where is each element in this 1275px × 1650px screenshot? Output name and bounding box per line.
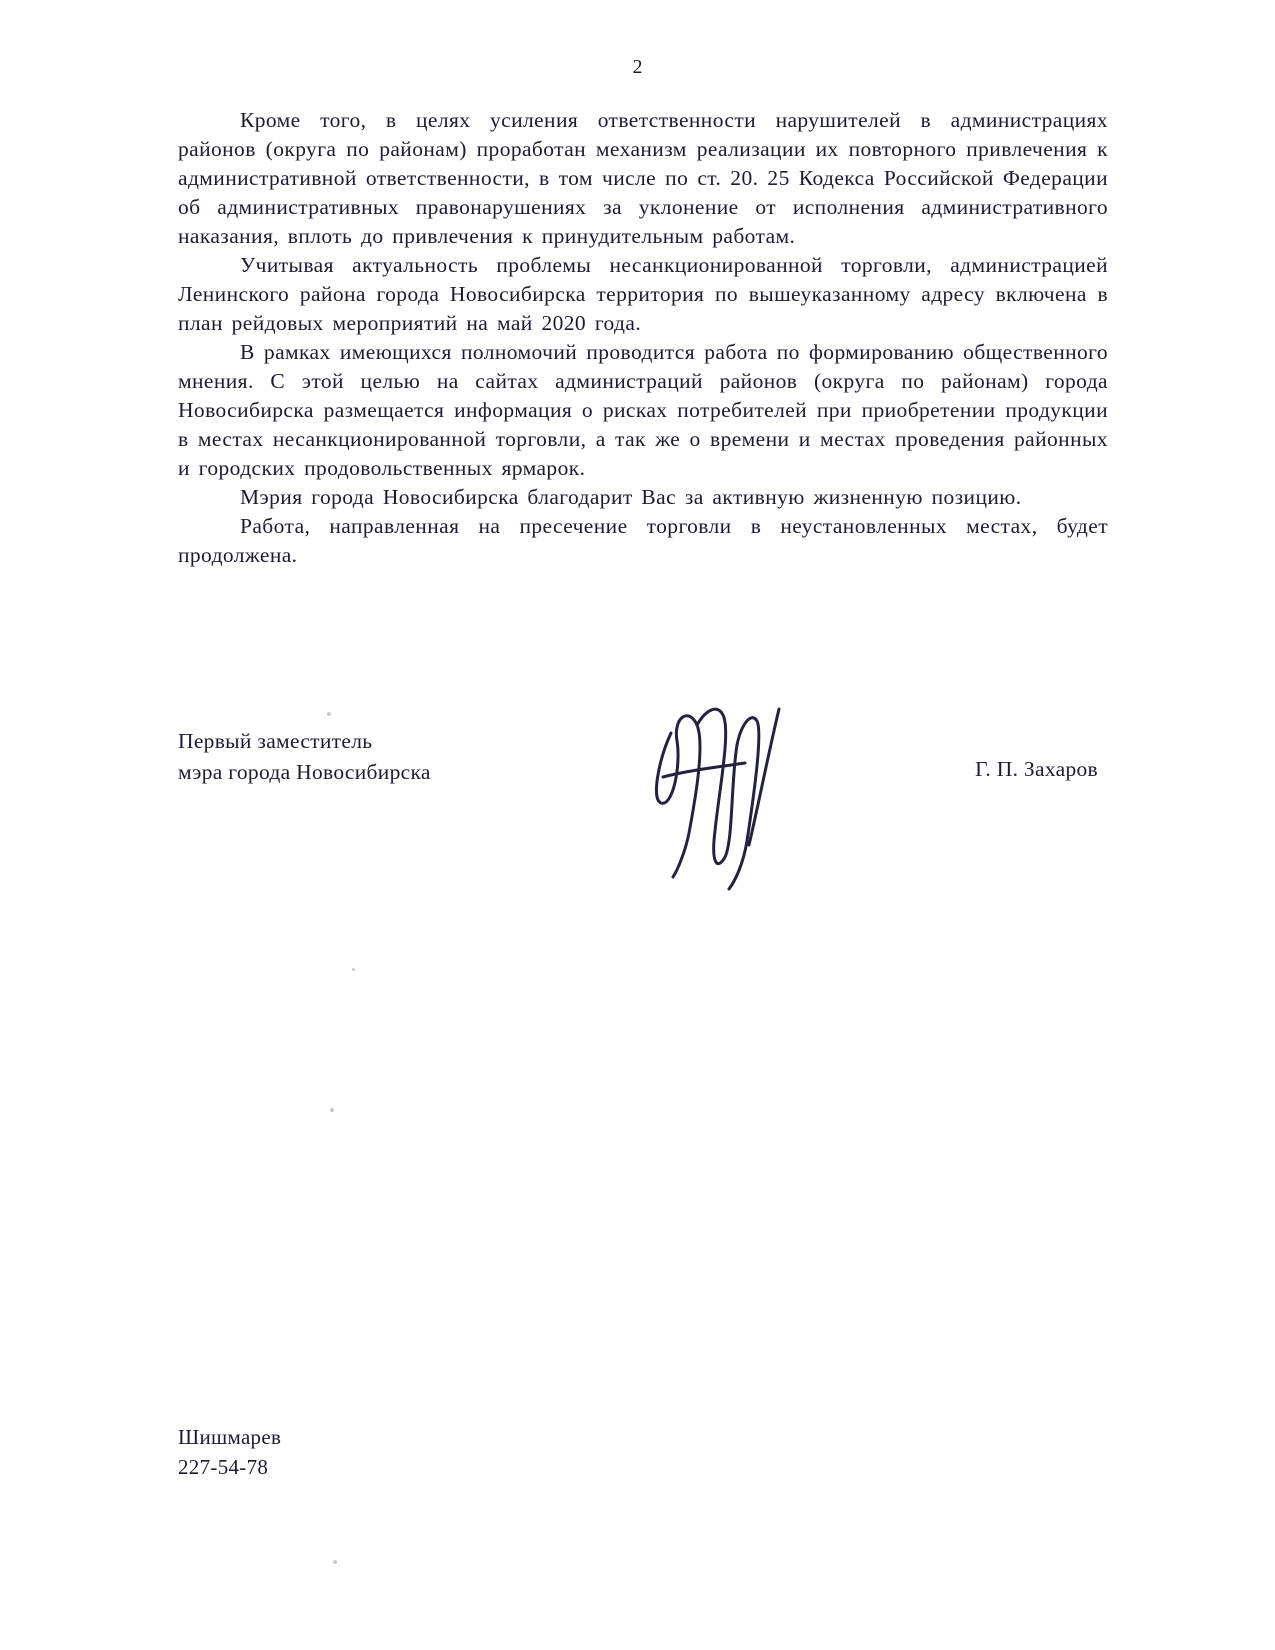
signature-ink-icon xyxy=(633,681,813,896)
signer-title xyxy=(178,726,431,788)
paragraph-4: Мэрия города Новосибирска благодарит Вас за активную жизненную позицию. xyxy=(240,485,1022,509)
document-body xyxy=(178,106,1108,570)
signature-block xyxy=(178,726,1108,806)
signer-title-line1: Первый заместитель xyxy=(178,729,373,753)
page-number: 2 xyxy=(632,56,643,78)
paragraph-1: Кроме того, в целях усиления ответственности нарушителей в администрациях районов (округа по районам) проработан механизм реализации их повторного привлечения к административной ответственности, в том числе по ст. 20. 25 Кодекса Российской Федерации об административных правонарушениях за уклонение от исполнения административного наказания, вплоть до привлечения к принудительным работам. xyxy=(178,108,1108,248)
paragraph-3: В рамках имеющихся полномочий проводится работа по формированию общественного мнения. С этой целью на сайтах администраций районов (округа по районам) города Новосибирска размещается информация о рисках потребителей при приобретении продукции в местах несанкционированной торговли, а так же о времени и местах проведения районных и городских продовольственных ярмарок. xyxy=(178,340,1108,480)
paragraph-5: Работа, направленная на пресечение торговли в неустановленных местах, будет продолжена. xyxy=(178,514,1108,567)
paragraph-2: Учитывая актуальность проблемы несанкционированной торговли, администрацией Ленинского района города Новосибирска территория по вышеуказанному адресу включена в план рейдовых мероприятий на май 2020 года. xyxy=(178,253,1108,335)
scan-speck xyxy=(330,1108,334,1112)
executor-block xyxy=(178,1422,281,1482)
scan-speck xyxy=(333,1560,337,1564)
signer-name: Г. П. Захаров xyxy=(975,757,1098,781)
scan-speck xyxy=(327,712,331,716)
executor-phone: 227-54-78 xyxy=(178,1455,269,1479)
executor-name: Шишмарев xyxy=(178,1425,282,1449)
signer-title-line2: мэра города Новосибирска xyxy=(178,760,431,784)
scan-speck xyxy=(352,968,355,971)
